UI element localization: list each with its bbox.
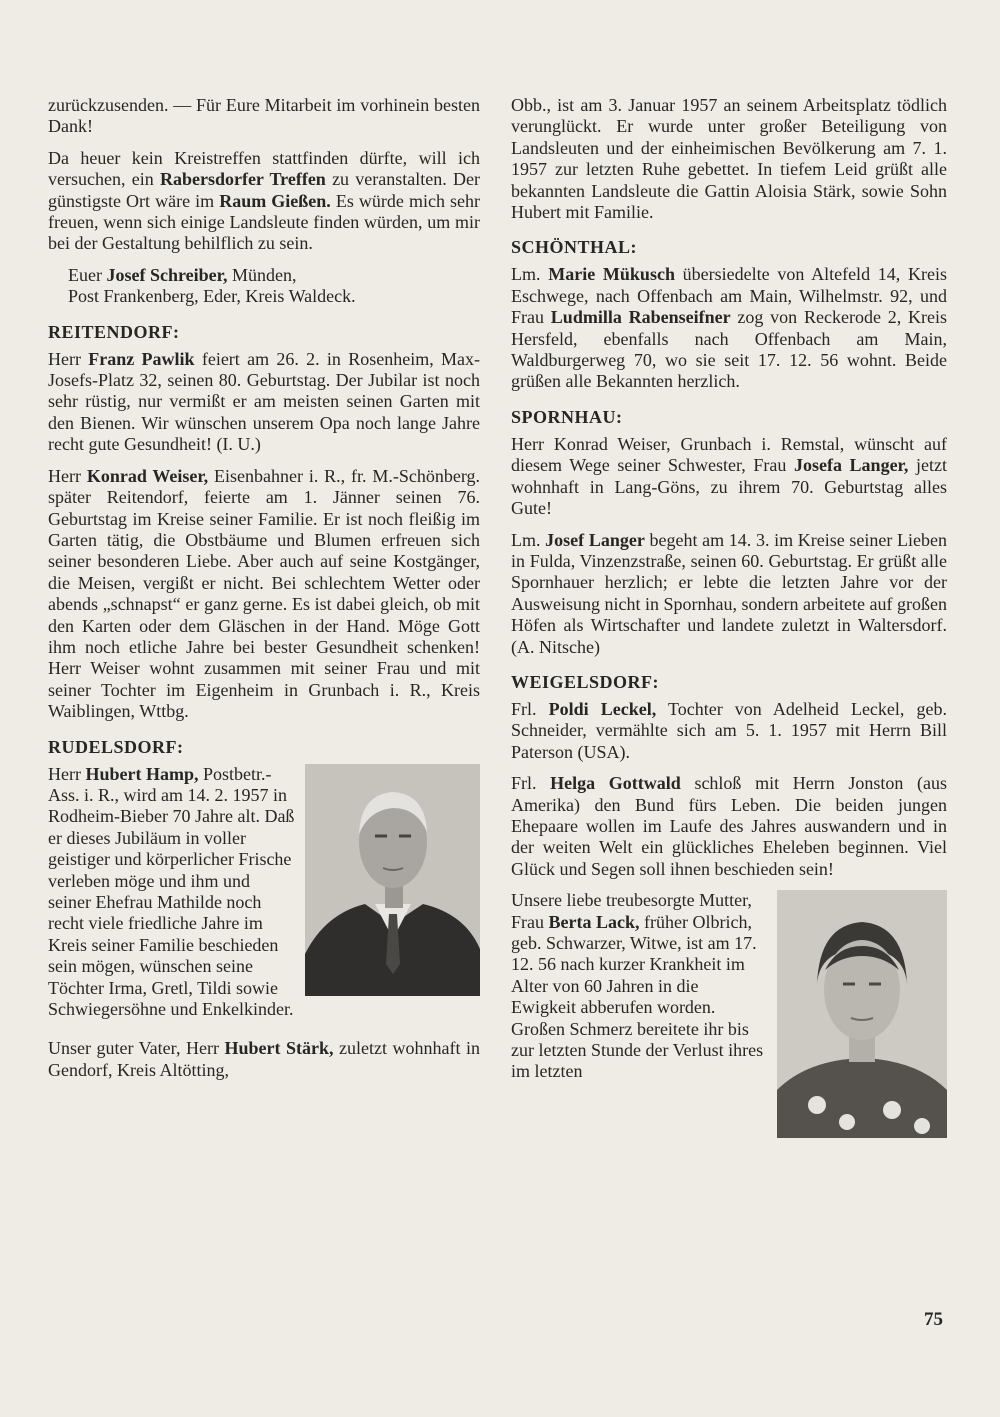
josefa-langer-paragraph: Herr Konrad Weiser, Grunbach i. Remstal, wünscht auf diesem Wege seiner Schwester, Frau Josefa Langer, jetzt wohnhaft in Lang-Göns, zu ihrem 70. Geburtstag alles Gute! (511, 433, 947, 519)
pawlik-paragraph: Herr Franz Pawlik feiert am 26. 2. in Rosenheim, Max-Josefs-Platz 32, seinen 80. Geburtstag. Der Jubilar ist noch sehr rüstig, nur vermißt er am meisten seinen Garten mit den Bienen. Wir wünschen unserem Opa noch lange Jahre recht gute Gesundheit! (I. U.) (48, 348, 480, 455)
signature-line: Euer Josef Schreiber, Münden, (68, 264, 297, 285)
signature-address: Post Frankenberg, Eder, Kreis Waldeck. (68, 286, 356, 307)
raum-giessen: Raum Gießen. (219, 190, 331, 211)
staerk-paragraph: Unser guter Vater, Herr Hubert Stärk, zuletzt wohnhaft in Gendorf, Kreis Altötting, (48, 1038, 480, 1080)
section-heading-schoenthal: SCHÖNTHAL: (511, 237, 638, 258)
leckel-paragraph: Frl. Poldi Leckel, Tochter von Adelheid Leckel, geb. Schneider, vermählte sich am 5. 1. 1957 mit Herrn Bill Paterson (USA). (511, 698, 947, 762)
section-heading-spornhau: SPORNHAU: (511, 406, 623, 427)
section-heading-rudelsdorf: RUDELSDORF: (48, 736, 184, 757)
hamp-paragraph: Herr Hubert Hamp, Postbetr.-Ass. i. R., wird am 14. 2. 1957 in Rodheim-Bieber 70 Jahre alt. Daß er dieses Jubiläum in voller geistiger und körperlicher Frische verleben möge und ihm und seiner Ehefrau Mathilde noch recht viele friedliche Jahre im Kreis seiner Familie beschieden sein mögen, wünschen seine Töchter Irma, Gretl, Tildi sowie Schwiegersöhne und Enkelkinder. (48, 763, 295, 1020)
berta-lack-paragraph: Unsere liebe treubesorgte Mutter, Frau Berta Lack, früher Olbrich, geb. Schwarzer, Witwe, ist am 17. 12. 56 nach kurzer Krankheit im Alter von 60 Jahren in die Ewigkeit abberufen worden. Großen Schmerz bereitete ihr bis zur letzten Stunde der Verlust ihres im letzten (511, 890, 764, 1082)
portrait-woman-image (777, 890, 947, 1138)
weiser-paragraph: Herr Konrad Weiser, Eisenbahner i. R., fr. M.-Schönberg. später Reitendorf, feierte am 1. Jänner seinen 76. Geburtstag im Kreise seiner Familie. Er ist noch fleißig im Garten tätig, die Obstbäume und Blumen erfreuen sich seiner besonderen Liebe. Aber auch auf seine Kostgänger, die Meisen, vergißt er nicht. Bei schlechtem Wetter oder abends „schnapst“ er ganz gerne. Es ist dabei gleich, ob mit den Karten oder dem Gläschen in der Hand. Möge Gott ihm noch etliche Jahre bei bester Gesundheit schenken! Herr Weiser wohnt zusammen mit seiner Frau und mit seiner Tochter im Eigenheim in Grunbach i. R., Kreis Waiblingen, Wttbg. (48, 465, 481, 722)
left-column (48, 95, 480, 1091)
page-number: 75 (924, 1309, 943, 1330)
portrait-photo-berta-lack (777, 890, 947, 1138)
section-heading-reitendorf: REITENDORF: (48, 321, 180, 342)
gottwald-paragraph: Frl. Helga Gottwald schloß mit Herrn Jonston (aus Amerika) den Bund fürs Leben. Die beiden jungen Ehepaare wollen im Laufe des Jahres auswandern und in der weiten Welt ein glückliches Eheleben beginnen. Viel Glück und Segen soll ihnen beschieden sein! (511, 773, 947, 879)
staerk-continuation: Obb., ist am 3. Januar 1957 an seinem Arbeitsplatz tödlich verunglückt. Er wurde unter großer Beteiligung von Landsleuten und der einheimischen Bevölkerung am 7. 1. 1957 zur letzten Ruhe gebettet. In tiefem Leid grüßt alle bekannten Landsleute die Gattin Aloisia Stärk, sowie Sohn Hubert mit Familie. (511, 95, 947, 223)
rabersdorfer-treffen: Rabersdorfer Treffen (159, 169, 326, 190)
rabersdorf-meeting-paragraph: Da heuer kein Kreistreffen stattfinden dürfte, will ich versuchen, ein Rabersdorfer Treffen zu veranstalten. Der günstigste Ort wäre im Raum Gießen. Es würde mich sehr freuen, wenn sich einige Landsleute finden würden, um mir bei der Gestaltung behilflich zu sein. (48, 147, 480, 254)
muekusch-paragraph: Lm. Marie Mükusch übersiedelte von Altefeld 14, Kreis Eschwege, nach Offenbach am Main, Wilhelmstr. 92, und Frau Ludmilla Rabenseifner zog von Reckerode 2, Kreis Hersfeld, ebenfalls nach Offenbach am Main, Waldburgerweg 70, wo sie seit 17. 12. 56 wohnt. Beide grüßen alle Bekannten herzlich. (511, 264, 948, 392)
section-heading-weigelsdorf: WEIGELSDORF: (511, 671, 660, 692)
signature-name: Josef Schreiber, (106, 264, 228, 285)
portrait-photo-hubert-hamp (305, 764, 480, 996)
portrait-man-image (305, 764, 480, 996)
right-column (511, 95, 947, 1142)
closing-paragraph: zurückzusenden. — Für Eure Mitarbeit im vorhinein besten Dank! (48, 95, 480, 137)
josef-langer-paragraph: Lm. Josef Langer begeht am 14. 3. im Kreise seiner Lieben in Fulda, Vinzenzstraße, seinen 60. Geburtstag. Er grüßt alle Spornhauer herzlich; er lebte die letzten Jahre vor der Ausweisung nicht in Spornhau, sondern arbeitete auf großen Höfen als Wirtschafter und landete zuletzt in Waltersdorf. (A. Nitsche) (511, 529, 948, 657)
